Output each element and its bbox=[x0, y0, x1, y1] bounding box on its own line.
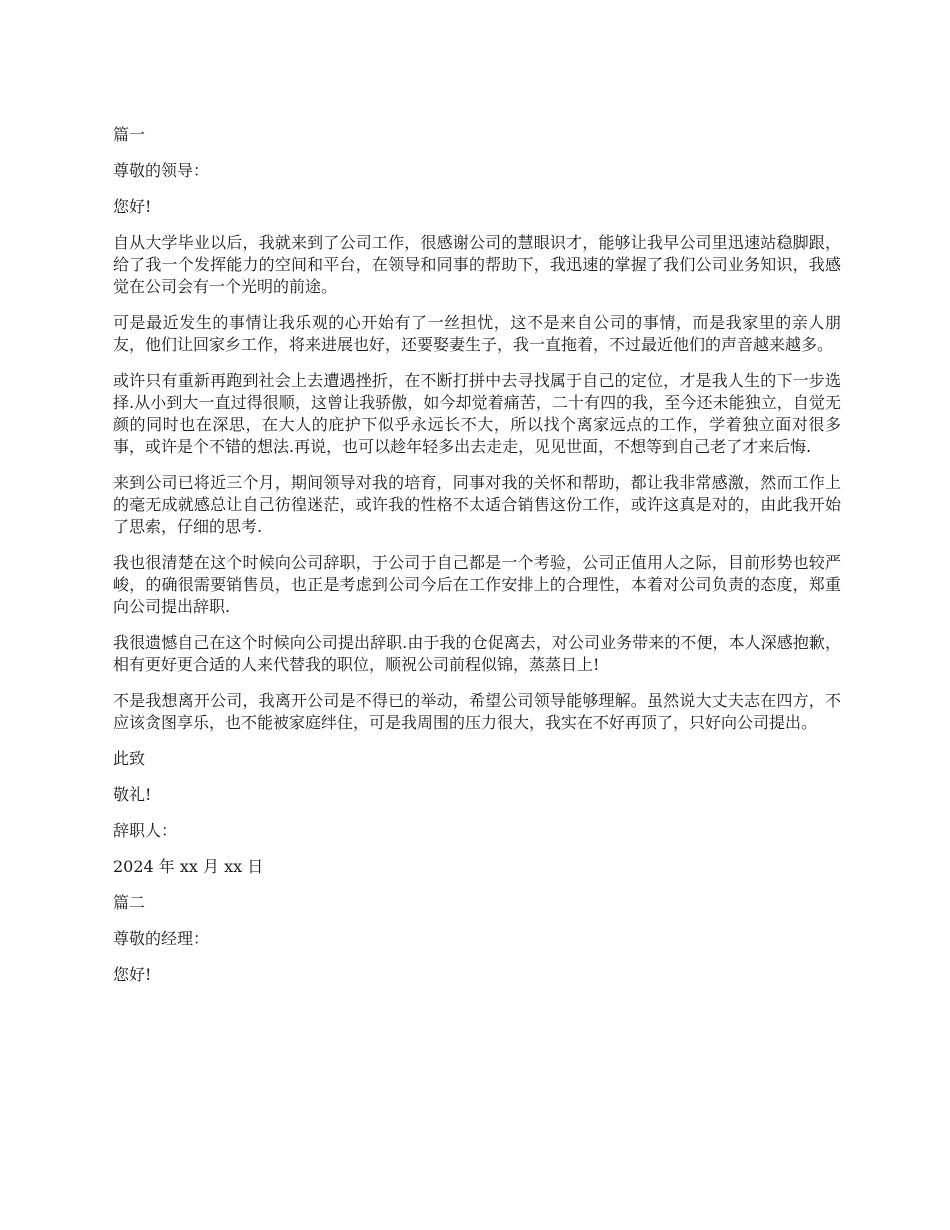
signer-label: 辞职人： bbox=[113, 821, 178, 840]
paragraph-1: 自从大学毕业以后，我就来到了公司工作，很感谢公司的慧眼识才，能够让我早公司里迅速站稳脚跟，给了我一个发挥能力的空间和平台，在领导和同事的帮助下，我迅速的掌握了我们公司业务知识，我感觉在公司会有一个光明的前途。 bbox=[113, 233, 841, 296]
greeting-1: 您好! bbox=[113, 197, 152, 216]
salutation-2: 尊敬的经理： bbox=[113, 929, 210, 948]
salutation-1: 尊敬的领导： bbox=[113, 161, 210, 180]
letter-date: 2024 年 xx 月 xx 日 bbox=[113, 857, 264, 876]
paragraph-6: 我很遗憾自己在这个时候向公司提出辞职.由于我的仓促离去，对公司业务带来的不便，本人深感抱歉，相有更好更合适的人来代替我的职位，顺祝公司前程似锦，蒸蒸日上! bbox=[113, 633, 841, 674]
section-heading-1: 篇一 bbox=[113, 125, 146, 144]
paragraph-4: 来到公司已将近三个月，期间领导对我的培育，同事对我的关怀和帮助，都让我非常感激，然而工作上的毫无成就感总让自己彷徨迷茫，或许我的性格不太适合销售这份工作，或许这真是对的，由此我开始了思索，仔细的思考. bbox=[113, 473, 841, 536]
closing-line-2: 敬礼! bbox=[113, 785, 152, 804]
paragraph-7: 不是我想离开公司，我离开公司是不得已的举动，希望公司领导能够理解。虽然说大丈夫志在四方，不应该贪图享乐，也不能被家庭绊住，可是我周围的压力很大，我实在不好再顶了，只好向公司提出。 bbox=[113, 691, 841, 732]
paragraph-2: 可是最近发生的事情让我乐观的心开始有了一丝担忧，这不是来自公司的事情，而是我家里的亲人朋友，他们让回家乡工作，将来进展也好，还要娶妻生子，我一直拖着，不过最近他们的声音越来越多。 bbox=[113, 313, 841, 354]
document-page bbox=[113, 124, 841, 1000]
section-heading-2: 篇二 bbox=[113, 893, 146, 912]
greeting-2: 您好! bbox=[113, 965, 152, 984]
closing-line-1: 此致 bbox=[113, 749, 146, 768]
paragraph-5: 我也很清楚在这个时候向公司辞职，于公司于自己都是一个考验，公司正值用人之际，目前形势也较严峻，的确很需要销售员，也正是考虑到公司今后在工作安排上的合理性，本着对公司负责的态度，郑重向公司提出辞职. bbox=[113, 553, 841, 616]
paragraph-3: 或许只有重新再跑到社会上去遭遇挫折，在不断打拼中去寻找属于自己的定位，才是我人生的下一步选择.从小到大一直过得很顺，这曾让我骄傲，如今却觉着痛苦，二十有四的我，至今还未能独立，自觉无颜的同时也在深思，在大人的庇护下似乎永远长不大，所以找个离家远点的工作，学着独立面对很多事，或许是个不错的想法.再说，也可以趁年轻多出去走走，见见世面，不想等到自己老了才来后悔. bbox=[113, 371, 841, 456]
